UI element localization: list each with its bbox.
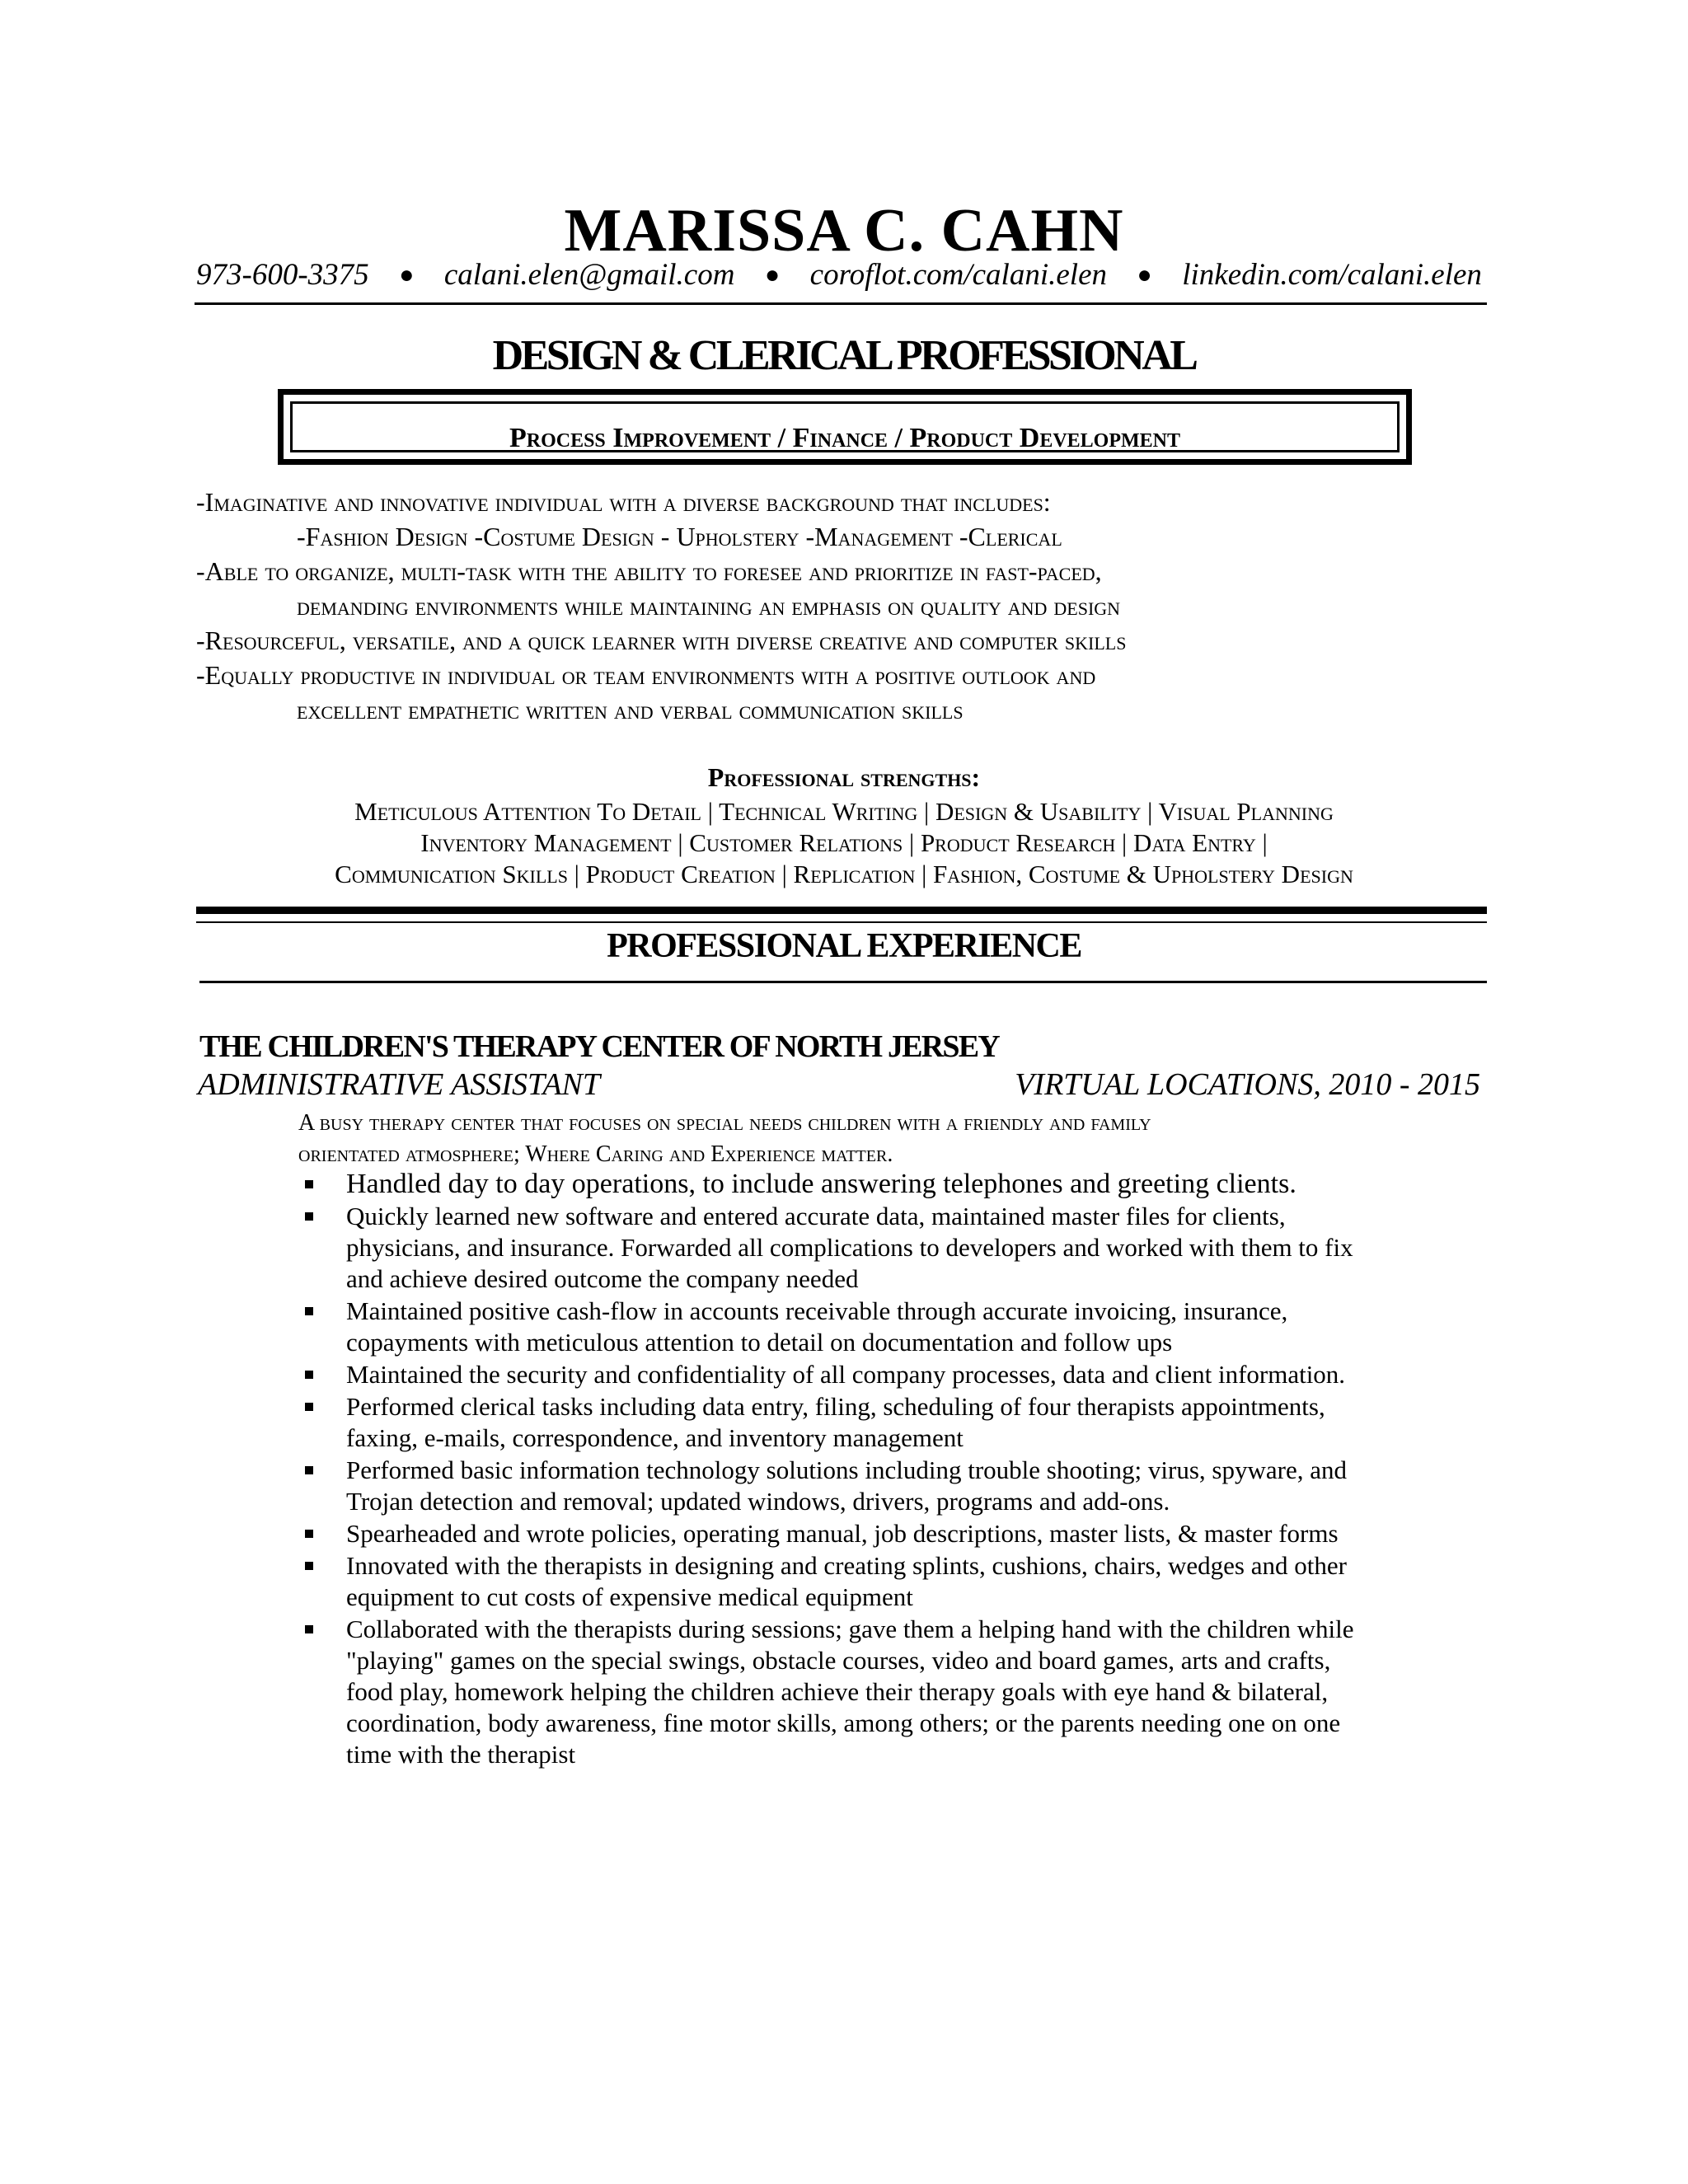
responsibility-item <box>346 1359 1492 1390</box>
linkedin-url: linkedin.com/calani.elen <box>1182 258 1482 292</box>
section-divider-thin <box>196 921 1487 923</box>
strengths-title: Professional strengths: <box>707 762 981 792</box>
responsibility-line: Performed basic information technology solutions including trouble shooting; virus, spyware, and <box>346 1455 1347 1484</box>
job-title: ADMINISTRATIVE ASSISTANT <box>198 1067 601 1102</box>
responsibility-line: Maintained positive cash-flow in accounts receivable through accurate invoicing, insurance, <box>346 1296 1288 1325</box>
responsibility-line: faxing, e-mails, correspondence, and inventory management <box>346 1423 964 1452</box>
responsibility-line: equipment to cut costs of expensive medical equipment <box>346 1582 913 1611</box>
responsibility-line: Collaborated with the therapists during sessions; gave them a helping hand with the children while <box>346 1615 1354 1643</box>
header-divider <box>195 302 1487 305</box>
square-bullet-icon <box>305 1625 313 1633</box>
phone-number: 973-600-3375 <box>196 258 369 292</box>
square-bullet-icon <box>305 1212 313 1221</box>
summary-line: excellent empathetic written and verbal communication skills <box>297 695 964 724</box>
summary-line: -Imaginative and innovative individual with a diverse background that includes: <box>196 487 1051 517</box>
responsibility-line: Performed clerical tasks including data entry, filing, scheduling of four therapists appointments, <box>346 1392 1325 1421</box>
strengths-line: Inventory Management | Customer Relations | Product Research | Data Entry | <box>420 828 1268 857</box>
separator-bullet-icon: ● <box>765 260 781 288</box>
responsibility-item <box>346 1391 1492 1454</box>
responsibility-item <box>346 1455 1492 1517</box>
responsibility-line: and achieve desired outcome the company needed <box>346 1264 859 1293</box>
responsibilities-list <box>346 1169 1492 1771</box>
responsibility-item <box>346 1614 1492 1770</box>
focus-areas-inner-border <box>290 401 1400 452</box>
responsibility-line: copayments with meticulous attention to detail on documentation and follow ups <box>346 1328 1173 1357</box>
responsibility-item <box>346 1296 1492 1358</box>
square-bullet-icon <box>305 1530 313 1538</box>
summary-line: -Resourceful, versatile, and a quick learner with diverse creative and computer skills <box>196 626 1127 655</box>
strengths-list <box>0 796 1688 890</box>
square-bullet-icon <box>305 1371 313 1379</box>
responsibility-line: coordination, body awareness, fine motor skills, among others; or the parents needing one on one <box>346 1708 1341 1737</box>
responsibility-item <box>346 1201 1492 1295</box>
responsibility-line: Quickly learned new software and entered accurate data, maintained master files for clients, <box>346 1202 1286 1230</box>
responsibility-line: Innovated with the therapists in designing and creating splints, cushions, chairs, wedges and other <box>346 1551 1347 1580</box>
experience-divider <box>199 981 1487 983</box>
job-location-dates: VIRTUAL LOCATIONS, 2010 - 2015 <box>1015 1067 1480 1102</box>
summary-section <box>196 485 1515 727</box>
section-divider-thick <box>196 907 1487 914</box>
company-description-line: orientated atmosphere; Where Caring and Experience matter. <box>298 1141 893 1167</box>
responsibility-line: Spearheaded and wrote policies, operating manual, job descriptions, master lists, & master forms <box>346 1519 1339 1548</box>
responsibility-line: time with the therapist <box>346 1740 576 1769</box>
company-name: THE CHILDREN'S THERAPY CENTER OF NORTH JERSEY <box>199 1029 999 1064</box>
responsibility-item <box>346 1169 1492 1200</box>
summary-line: -Able to organize, multi-task with the ability to foresee and prioritize in fast-paced, <box>196 556 1102 586</box>
square-bullet-icon <box>305 1562 313 1570</box>
responsibility-line: Handled day to day operations, to include answering telephones and greeting clients. <box>346 1169 1296 1199</box>
role-row <box>198 1066 1480 1103</box>
square-bullet-icon <box>305 1307 313 1315</box>
summary-line: demanding environments while maintaining an emphasis on quality and design <box>297 591 1121 621</box>
strengths-line: Communication Skills | Product Creation | Replication | Fashion, Costume & Upholstery Design <box>335 860 1353 888</box>
experience-section-title: PROFESSIONAL EXPERIENCE <box>607 927 1081 965</box>
portfolio-url: coroflot.com/calani.elen <box>809 258 1107 292</box>
square-bullet-icon <box>305 1403 313 1411</box>
email-address: calani.elen@gmail.com <box>443 258 735 292</box>
candidate-name: MARISSA C. CAHN <box>564 197 1124 265</box>
contact-line <box>196 257 1482 293</box>
focus-areas-text: Process Improvement / Finance / Product Development <box>509 423 1181 452</box>
responsibility-item <box>346 1518 1492 1549</box>
responsibility-line: Trojan detection and removal; updated windows, drivers, programs and add-ons. <box>346 1487 1170 1516</box>
summary-line: -Fashion Design -Costume Design - Upholstery -Management -Clerical <box>297 522 1062 551</box>
company-description <box>298 1108 1485 1170</box>
responsibility-line: food play, homework helping the children achieve their therapy goals with eye hand & bilateral, <box>346 1677 1329 1706</box>
responsibility-line: physicians, and insurance. Forwarded all complications to developers and worked with them to fix <box>346 1233 1353 1262</box>
summary-line: -Equally productive in individual or team environments with a positive outlook and <box>196 660 1096 690</box>
separator-bullet-icon: ● <box>399 260 415 288</box>
separator-bullet-icon: ● <box>1137 260 1152 288</box>
responsibility-item <box>346 1550 1492 1613</box>
responsibility-line: Maintained the security and confidentiality of all company processes, data and client information. <box>346 1360 1346 1389</box>
focus-areas-box <box>278 389 1412 465</box>
responsibility-line: "playing" games on the special swings, obstacle courses, video and board games, arts and crafts, <box>346 1646 1331 1675</box>
strengths-line: Meticulous Attention To Detail | Technical Writing | Design & Usability | Visual Planning <box>354 797 1334 826</box>
square-bullet-icon <box>305 1466 313 1474</box>
company-description-line: A busy therapy center that focuses on special needs children with a friendly and family <box>298 1110 1151 1136</box>
professional-headline: DESIGN & CLERICAL PROFESSIONAL <box>492 332 1196 379</box>
square-bullet-icon <box>305 1180 313 1188</box>
